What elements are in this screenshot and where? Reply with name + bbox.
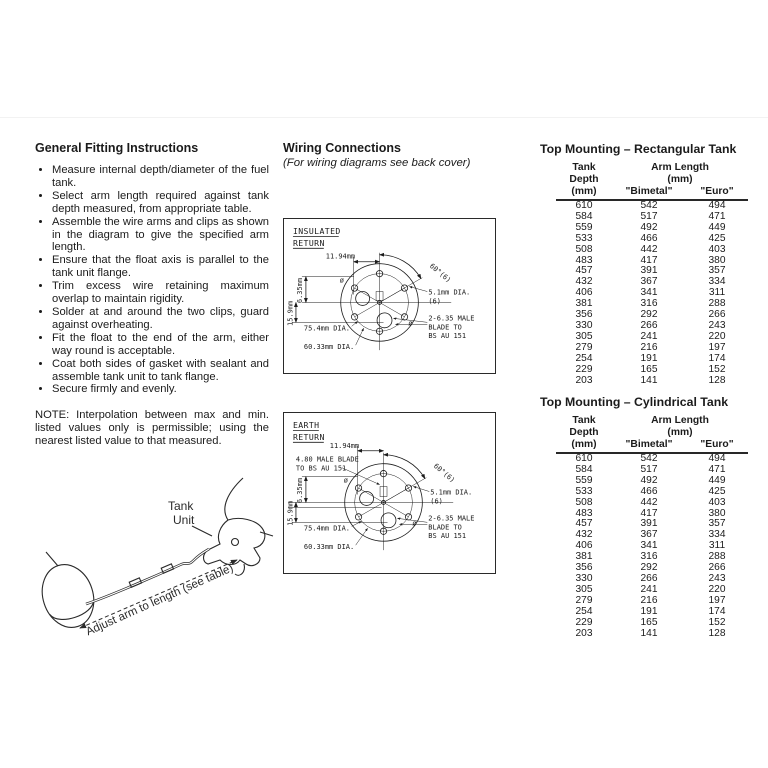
cell-bimetal: 266 (640, 572, 658, 584)
cell-bimetal: 341 (640, 287, 658, 299)
cell-depth: 559 (575, 221, 593, 233)
insulated-return-drawing (284, 219, 495, 373)
header-tank: Tank (572, 415, 596, 426)
cell-depth: 203 (575, 627, 593, 639)
instruction-bullet: • Ensure that the float axis is parallel to the tank unit flange. (52, 254, 269, 280)
cell-depth: 229 (575, 363, 593, 375)
cell-bimetal: 442 (640, 496, 658, 508)
cell-euro: 357 (708, 265, 726, 277)
tank-unit-label-line1: Tank (168, 499, 194, 513)
section-heading-wiring: Wiring Connections (283, 141, 401, 155)
table-title-rectangular: Top Mounting – Rectangular Tank (540, 142, 737, 156)
header-tank: Tank (572, 162, 596, 173)
header-bimetal: "Bimetal" (612, 439, 686, 453)
cell-bimetal: 241 (640, 583, 658, 595)
cell-euro: 494 (708, 453, 726, 464)
instruction-bullet: • Trim excess wire retaining maximum overlap to maintain rigidity. (52, 280, 269, 306)
cell-bimetal: 466 (640, 485, 658, 497)
cell-depth: 305 (575, 330, 593, 342)
header-bimetal: "Bimetal" (612, 186, 686, 200)
cell-euro: 243 (708, 572, 726, 584)
cell-bimetal: 417 (640, 254, 658, 266)
cell-euro: 471 (708, 210, 726, 222)
cell-euro: 128 (708, 374, 726, 386)
rectangular-tank-table (556, 162, 748, 386)
table-row (556, 487, 748, 498)
table-row (556, 234, 748, 245)
header-depth-mm: (mm) (556, 439, 612, 453)
cell-euro: 152 (708, 616, 726, 628)
dia-symbol: ø (408, 319, 413, 328)
cell-euro: 334 (708, 529, 726, 541)
cell-depth: 432 (575, 529, 593, 541)
cell-euro: 334 (708, 276, 726, 288)
cell-depth: 483 (575, 507, 593, 519)
instruction-bullet: • Measure internal depth/diameter of the fuel tank. (52, 164, 269, 190)
cell-euro: 197 (708, 594, 726, 606)
dim-11-94: 11.94mm (329, 441, 360, 450)
header-arm-length: Arm Length (651, 415, 709, 426)
table-title-cylindrical: Top Mounting – Cylindrical Tank (540, 395, 729, 409)
instruction-bullet: • Coat both sides of gasket with sealant and assemble tank unit to tank flange. (52, 358, 269, 384)
cell-euro: 425 (708, 232, 726, 244)
diagram-title-line1: INSULATED (292, 225, 341, 236)
general-instructions-section (35, 141, 269, 459)
rectangular-tank-table-section (540, 142, 748, 386)
cell-euro: 449 (708, 221, 726, 233)
cell-bimetal: 466 (640, 232, 658, 244)
cell-depth: 330 (575, 319, 593, 331)
table-row (556, 629, 748, 640)
label-blade-3: BS AU 151 (428, 532, 467, 541)
dim-11-94: 11.94mm (325, 252, 356, 261)
cell-bimetal: 191 (640, 352, 658, 364)
tank-unit-label (168, 499, 212, 536)
cell-depth: 610 (575, 200, 593, 211)
cell-euro: 243 (708, 319, 726, 331)
cell-bimetal: 316 (640, 298, 658, 310)
header-arm-mm: (mm) (667, 427, 693, 438)
diagram-title-line1: EARTH (292, 419, 320, 430)
cell-euro: 425 (708, 485, 726, 497)
cell-depth: 381 (575, 551, 593, 563)
diagram-title-line2: RETURN (292, 237, 325, 248)
table-row (556, 245, 748, 256)
cell-euro: 357 (708, 518, 726, 530)
insulated-return-diagram (283, 218, 496, 374)
diagram-title-line2: RETURN (292, 431, 325, 442)
instruction-list (35, 164, 269, 396)
cell-depth: 508 (575, 496, 593, 508)
scan-artifact-line (0, 117, 768, 118)
label-blade-1: 2-6.35 MALE (428, 314, 475, 323)
cell-bimetal: 141 (640, 374, 658, 386)
label-hole-qty: (6) (428, 297, 441, 306)
tank-unit-body (204, 478, 274, 575)
cell-depth: 254 (575, 605, 593, 617)
section-heading-general-fitting: General Fitting Instructions (35, 141, 199, 155)
cell-bimetal: 216 (640, 594, 658, 606)
hole-spokes (359, 478, 427, 517)
adjust-arm-label: Adjust arm to length (see table) (84, 562, 236, 639)
cell-euro: 311 (708, 287, 726, 299)
dia-symbol: ø (343, 476, 348, 485)
cell-depth: 305 (575, 583, 593, 595)
table-row (556, 618, 748, 629)
dia-symbol: ø (412, 519, 417, 528)
cell-euro: 471 (708, 463, 726, 475)
header-euro: "Euro" (686, 439, 748, 453)
cell-depth: 356 (575, 562, 593, 574)
header-euro: "Euro" (686, 186, 748, 200)
cell-euro: 174 (708, 605, 726, 617)
cell-bimetal: 165 (640, 363, 658, 375)
earth-return-drawing (284, 413, 495, 573)
table-row (556, 376, 748, 387)
cell-depth: 406 (575, 540, 593, 552)
label-blade-1: 2-6.35 MALE (428, 514, 475, 523)
cell-bimetal: 367 (640, 529, 658, 541)
cell-depth: 584 (575, 463, 593, 475)
cell-depth: 381 (575, 298, 593, 310)
header-arm-length: Arm Length (651, 162, 709, 173)
cell-bimetal: 341 (640, 540, 658, 552)
cell-depth: 508 (575, 243, 593, 255)
earth-return-diagram (283, 412, 496, 574)
cell-bimetal: 292 (640, 562, 658, 574)
table-row (556, 354, 748, 365)
dim-6-35: 6.35mm (295, 477, 304, 504)
cell-depth: 406 (575, 287, 593, 299)
cell-euro: 152 (708, 363, 726, 375)
cell-depth: 584 (575, 210, 593, 222)
dim-15-9: 15.9mm (286, 500, 295, 526)
cell-euro: 403 (708, 496, 726, 508)
cell-depth: 330 (575, 572, 593, 584)
cell-bimetal: 417 (640, 507, 658, 519)
cell-euro: 288 (708, 551, 726, 563)
instruction-bullet: • Assemble the wire arms and clips as shown in the diagram to give the specified arm length. (52, 216, 269, 255)
cell-depth: 254 (575, 352, 593, 364)
cylindrical-tank-table (556, 415, 748, 639)
cell-bimetal: 367 (640, 276, 658, 288)
cell-depth: 483 (575, 254, 593, 266)
cell-bimetal: 141 (640, 627, 658, 639)
label-blade-2: BLADE TO (428, 523, 462, 532)
cell-bimetal: 542 (640, 453, 658, 464)
cell-euro: 197 (708, 341, 726, 353)
cell-bimetal: 517 (640, 463, 658, 475)
cell-bimetal: 391 (640, 265, 658, 277)
cell-euro: 494 (708, 200, 726, 211)
cell-bimetal: 165 (640, 616, 658, 628)
cell-depth: 457 (575, 518, 593, 530)
cell-bimetal: 241 (640, 330, 658, 342)
cell-depth: 457 (575, 265, 593, 277)
tank-unit-leader-line (192, 526, 212, 536)
diagram-title (293, 420, 325, 442)
cell-depth: 203 (575, 374, 593, 386)
cell-euro: 380 (708, 254, 726, 266)
dim-6-35: 6.35mm (295, 277, 304, 304)
wiring-subheading: (For wiring diagrams see back cover) (283, 157, 471, 169)
label-outer-dia: 75.4mm DIA. (303, 524, 351, 533)
hole-spokes (355, 278, 423, 317)
instruction-bullet: • Select arm length required against tank depth measured, from appropriate table. (52, 190, 269, 216)
wiring-connections-section (283, 141, 499, 169)
label-480-blade-line1: 4.80 MALE BLADE (295, 455, 359, 464)
instruction-bullet: • Secure firmly and evenly. (52, 383, 269, 396)
tank-unit-label-line2: Unit (173, 513, 195, 527)
dim-15-9: 15.9mm (286, 300, 295, 326)
cell-bimetal: 492 (640, 221, 658, 233)
header-depth-mm: (mm) (556, 186, 612, 200)
adjust-arm-dimension (80, 560, 237, 638)
label-blade-2: BLADE TO (428, 323, 462, 332)
dim-angle-60: 60°(6) (432, 462, 457, 485)
header-arm-mm: (mm) (667, 174, 693, 185)
cell-depth: 559 (575, 474, 593, 486)
cell-depth: 533 (575, 232, 593, 244)
cell-euro: 311 (708, 540, 726, 552)
cell-bimetal: 266 (640, 319, 658, 331)
dia-symbol: ø (339, 276, 344, 285)
header-depth: Depth (569, 174, 599, 185)
cell-euro: 220 (708, 583, 726, 595)
label-hole-qty: (6) (430, 497, 443, 506)
cell-euro: 266 (708, 562, 726, 574)
instruction-bullet: • Solder at and around the two clips, guard against overheating. (52, 306, 269, 332)
cell-depth: 356 (575, 309, 593, 321)
label-outer-dia: 75.4mm DIA. (303, 324, 351, 333)
cell-bimetal: 542 (640, 200, 658, 211)
cell-bimetal: 517 (640, 210, 658, 222)
cell-depth: 279 (575, 341, 593, 353)
table-row (556, 498, 748, 509)
label-hole-dia: 5.1mm DIA. (430, 488, 473, 497)
cell-depth: 533 (575, 485, 593, 497)
label-blade-3: BS AU 151 (428, 332, 467, 341)
table-row (556, 365, 748, 376)
cell-euro: 220 (708, 330, 726, 342)
label-hole-dia: 5.1mm DIA. (428, 288, 471, 297)
cell-bimetal: 492 (640, 474, 658, 486)
label-bolt-dia: 60.33mm DIA. (303, 543, 355, 552)
cell-euro: 403 (708, 243, 726, 255)
cylindrical-tank-table-section (540, 395, 748, 639)
dim-angle-60: 60°(6) (428, 262, 453, 285)
cell-euro: 266 (708, 309, 726, 321)
tank-unit-illustration (30, 476, 278, 648)
cell-depth: 229 (575, 616, 593, 628)
cell-bimetal: 442 (640, 243, 658, 255)
cell-depth: 432 (575, 276, 593, 288)
cell-bimetal: 391 (640, 518, 658, 530)
table-row (556, 607, 748, 618)
cell-depth: 279 (575, 594, 593, 606)
cell-euro: 449 (708, 474, 726, 486)
cell-euro: 128 (708, 627, 726, 639)
cell-bimetal: 292 (640, 309, 658, 321)
instruction-bullet: • Fit the float to the end of the arm, either way round is acceptable. (52, 332, 269, 358)
label-480-blade-line2: TO BS AU 151 (295, 464, 347, 473)
cell-bimetal: 316 (640, 551, 658, 563)
cell-euro: 174 (708, 352, 726, 364)
interpolation-note: NOTE: Interpolation between max and min. listed values only is permissible; using the nearest listed value to that measured. (35, 409, 269, 448)
tank-unit-drawing (30, 476, 278, 648)
cell-euro: 380 (708, 507, 726, 519)
label-bolt-dia: 60.33mm DIA. (303, 343, 355, 352)
cell-bimetal: 191 (640, 605, 658, 617)
header-depth: Depth (569, 427, 599, 438)
cell-depth: 610 (575, 453, 593, 464)
diagram-title (293, 226, 341, 248)
cell-bimetal: 216 (640, 341, 658, 353)
cell-euro: 288 (708, 298, 726, 310)
